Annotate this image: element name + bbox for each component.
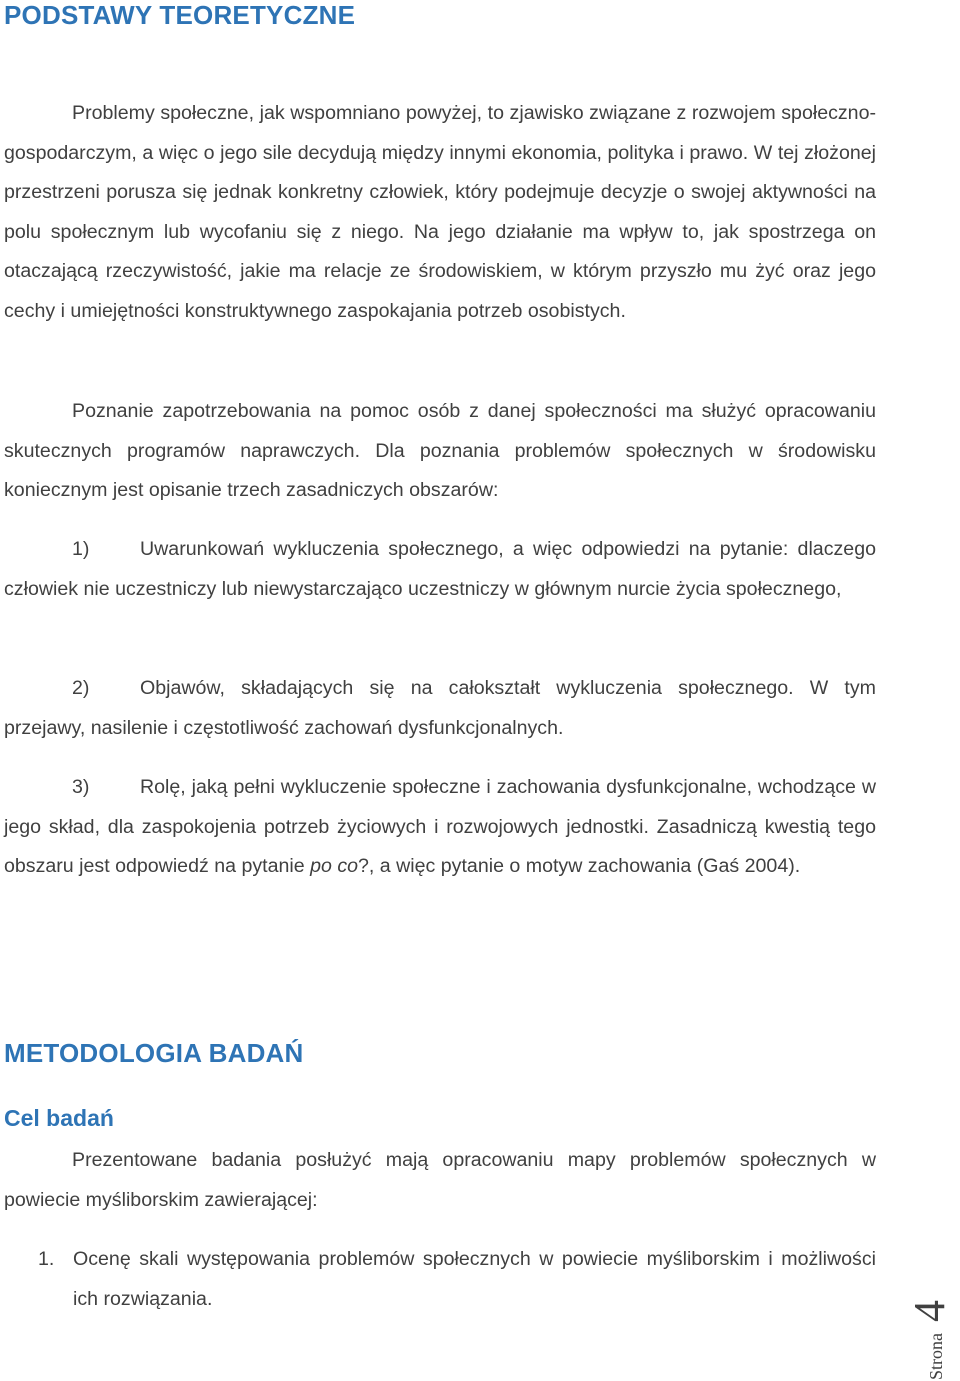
paragraph-prezentowane: Prezentowane badania posłużyć mają opracowaniu mapy problemów społecznych w powiecie myśliborskim zawierającej:: [4, 1149, 876, 1211]
numbered-list-number: 1.: [38, 1248, 55, 1270]
paragraph-problemy: Problemy społeczne, jak wspomniano powyżej, to zjawisko związane z rozwojem społeczno-gospodarczym, a więc o jego sile decydują między innymi ekonomia, polityka i prawo. W tej złożonej przestrzeni porusza się jednak konkretny człowiek, który podejmuje decyzje o swojej aktywności na polu społecznym lub wycofaniu się z niego. Na jego działanie ma wpływ to, jak spostrzega on otaczającą rzeczywistość, jakie ma relacje ze środowiskiem, w którym przyszło mu żyć oraz jego cechy i umiejętności konstruktywnego zaspokajania potrzeb osobistych.: [4, 102, 876, 322]
list-item-number: 3): [72, 776, 90, 798]
subheading-cel-badan: Cel badań: [4, 1105, 114, 1131]
numbered-list-text: Ocenę skali występowania problemów społecznych w powiecie myśliborskim i możliwości ich rozwiązania.: [73, 1248, 876, 1310]
list-item-text: Uwarunkowań wykluczenia społecznego, a więc odpowiedzi na pytanie: dlaczego człowiek nie uczestniczy lub niewystarczająco uczestniczy w głównym nurcie życia społecznego,: [4, 538, 876, 600]
section-heading-metodologia: METODOLOGIA BADAŃ: [4, 1038, 304, 1068]
list-item-2: [4, 669, 876, 748]
list-item-text-end: ?, a więc pytanie o motyw zachowania (Gaś 2004).: [358, 855, 801, 878]
section-heading-podstawy: PODSTAWY TEORETYCZNE: [4, 0, 356, 30]
list-item-number: 1): [72, 538, 90, 560]
list-item-1: [4, 530, 876, 609]
paragraph-poznanie: Poznanie zapotrzebowania na pomoc osób z danej społeczności ma służyć opracowaniu skutecznych programów naprawczych. Dla poznania problemów społecznych w środowisku koniecznym jest opisanie trzech zasadniczych obszarów:: [4, 400, 876, 502]
list-item-text: Objawów, składających się na całokształt wykluczenia społecznego. W tym przejawy, nasilenie i częstotliwość zachowań dysfunkcjonalnych.: [4, 677, 876, 739]
page-number: 4: [905, 1300, 954, 1322]
list-item-number: 2): [72, 677, 90, 699]
numbered-list-item-1: [38, 1240, 876, 1319]
emphasis-po-co: po co: [310, 855, 359, 878]
page-label: Strona: [926, 1333, 946, 1380]
list-item-text: Rolę, jaką pełni wykluczenie społeczne i zachowania dysfunkcjonalne, wchodzące w jego skład, dla zaspokojenia potrzeb życiowych i rozwojowych jednostki. Zasadniczą kwestią tego obszaru jest odpowiedź na pytanie: [4, 776, 876, 878]
page-number-footer: [902, 1100, 960, 1380]
list-item-3: [4, 768, 876, 887]
